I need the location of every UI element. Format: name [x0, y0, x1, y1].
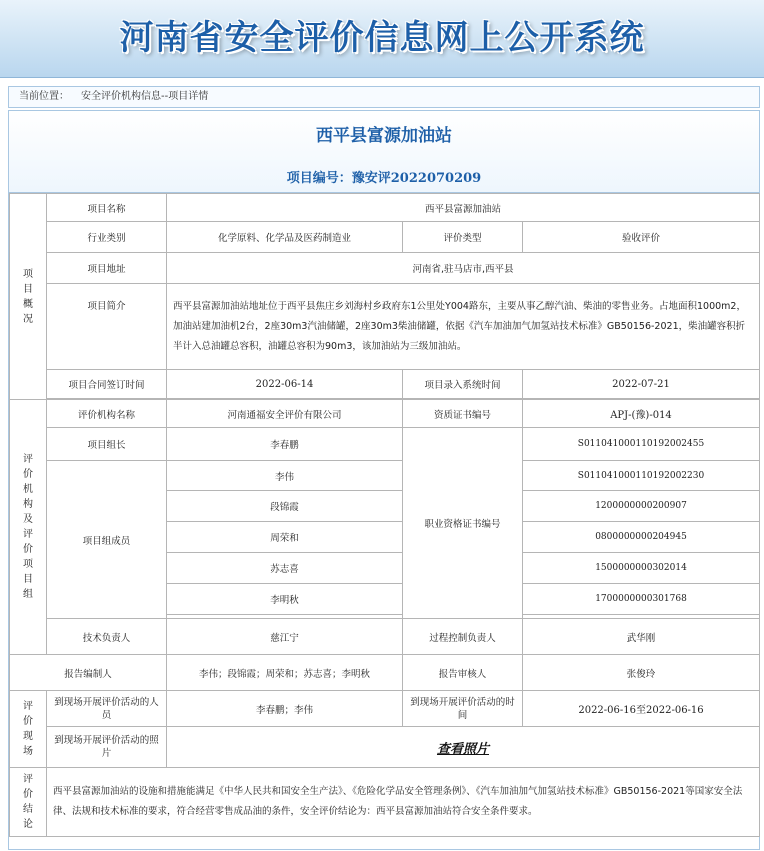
section-overview: 项目概况	[10, 194, 47, 400]
report-author-label: 报告编制人	[10, 655, 167, 691]
process-lead-label: 过程控制负责人	[403, 619, 523, 655]
site-photo-label: 到现场开展评价活动的照片	[47, 727, 167, 768]
site-time-value: 2022-06-16至2022-06-16	[523, 691, 760, 727]
section-site: 评价现场	[10, 691, 47, 768]
member-cert: 0800000000204945	[523, 522, 760, 553]
table-row	[10, 284, 760, 370]
table-row	[10, 461, 760, 491]
member-cert: 1700000000301768	[523, 584, 760, 615]
org-name-label: 评价机构名称	[47, 400, 167, 428]
industry-label: 行业类别	[47, 222, 167, 253]
table-row	[10, 768, 760, 837]
leader-cert: S011041000110192002455	[523, 428, 760, 461]
tech-lead-value: 慈江宁	[167, 619, 403, 655]
industry-value: 化学原料、化学品及医药制造业	[167, 222, 403, 253]
contract-date-value: 2022-06-14	[167, 370, 403, 399]
cert-no-label: 资质证书编号	[403, 400, 523, 428]
cert-no-value: APJ-(豫)-014	[523, 400, 760, 428]
qual-cert-label: 职业资格证书编号	[403, 428, 523, 619]
table-row	[10, 253, 760, 284]
section-org: 评价机构及评价项目组	[10, 400, 47, 655]
org-name-value: 河南通福安全评价有限公司	[167, 400, 403, 428]
table-row	[10, 619, 760, 655]
project-header	[9, 111, 759, 193]
member-cert: 1500000000302014	[523, 553, 760, 584]
view-photos-link[interactable]: 查看照片	[436, 741, 489, 757]
table-row	[10, 370, 760, 399]
entry-date-value: 2022-07-21	[523, 370, 760, 399]
member-name: 周荣和	[167, 522, 403, 553]
leader-name: 李春鹏	[167, 428, 403, 461]
project-number: 项目编号：豫安评2022070209	[286, 171, 482, 186]
project-name-value: 西平县富源加油站	[167, 194, 760, 222]
process-lead-value: 武华刚	[523, 619, 760, 655]
report-reviewer-value: 张俊玲	[523, 655, 760, 691]
eval-type-label: 评价类型	[403, 222, 523, 253]
project-name-title: 西平县富源加油站	[316, 126, 452, 146]
tech-lead-label: 技术负责人	[47, 619, 167, 655]
member-cert: 1200000000200907	[523, 491, 760, 522]
report-author-value: 李伟；段锦霞；周荣和；苏志喜；李明秋	[167, 655, 403, 691]
members-label: 项目组成员	[47, 461, 167, 619]
leader-label: 项目组长	[47, 428, 167, 461]
intro-label: 项目简介	[47, 284, 167, 370]
eval-type-value: 验收评价	[523, 222, 760, 253]
table-row	[10, 400, 760, 428]
breadcrumb-label: 当前位置：	[19, 91, 69, 102]
report-reviewer-label: 报告审核人	[403, 655, 523, 691]
table-row	[10, 222, 760, 253]
site-banner	[0, 0, 764, 78]
intro-value: 西平县富源加油站地址位于西平县焦庄乡刘海村乡政府东1公里处Y004路东，主要从事乙醇汽油、柴油的零售业务。占地面积1000m2，加油站建加油机2台，2座30m3汽油储罐，2座30m3柴油储罐，依据《汽车加油加气加氢站技术标准》GB50156-2021，柴油罐容积折半计入总油罐总容积，油罐总容积为90m3，该加油站为三级加油站。	[167, 284, 760, 370]
table-row	[10, 691, 760, 727]
address-label: 项目地址	[47, 253, 167, 284]
address-value: 河南省,驻马店市,西平县	[167, 253, 760, 284]
member-cert: S011041000110192002230	[523, 461, 760, 491]
member-name: 苏志喜	[167, 553, 403, 584]
project-detail-table	[9, 193, 760, 837]
entry-date-label: 项目录入系统时间	[403, 370, 523, 399]
table-row	[10, 194, 760, 222]
member-name: 李伟	[167, 461, 403, 491]
project-name-label: 项目名称	[47, 194, 167, 222]
site-time-label: 到现场开展评价活动的时间	[403, 691, 523, 727]
site-photo-cell	[167, 727, 760, 768]
member-name: 段锦霞	[167, 491, 403, 522]
member-name: 李明秋	[167, 584, 403, 615]
table-row	[10, 655, 760, 691]
section-conclusion: 评价结论	[10, 768, 47, 837]
table-row	[10, 727, 760, 768]
breadcrumb-path[interactable]: 安全评价机构信息--项目详情	[81, 91, 209, 102]
conclusion-text: 西平县富源加油站的设施和措施能满足《中华人民共和国安全生产法》、《危险化学品安全管理条例》、《汽车加油加气加氢站技术标准》GB50156-2021等国家安全法律、法规和技术标准的要求，符合经营零售成品油的条件，安全评价结论为：西平县富源加油站符合安全条件要求。	[47, 768, 760, 837]
site-title: 河南省安全评价信息网上公开系统	[119, 18, 645, 58]
project-detail-panel	[8, 110, 760, 850]
contract-date-label: 项目合同签订时间	[47, 370, 167, 399]
breadcrumb	[8, 86, 760, 108]
site-staff-value: 李春鹏；李伟	[167, 691, 403, 727]
site-staff-label: 到现场开展评价活动的人员	[47, 691, 167, 727]
table-row	[10, 428, 760, 461]
